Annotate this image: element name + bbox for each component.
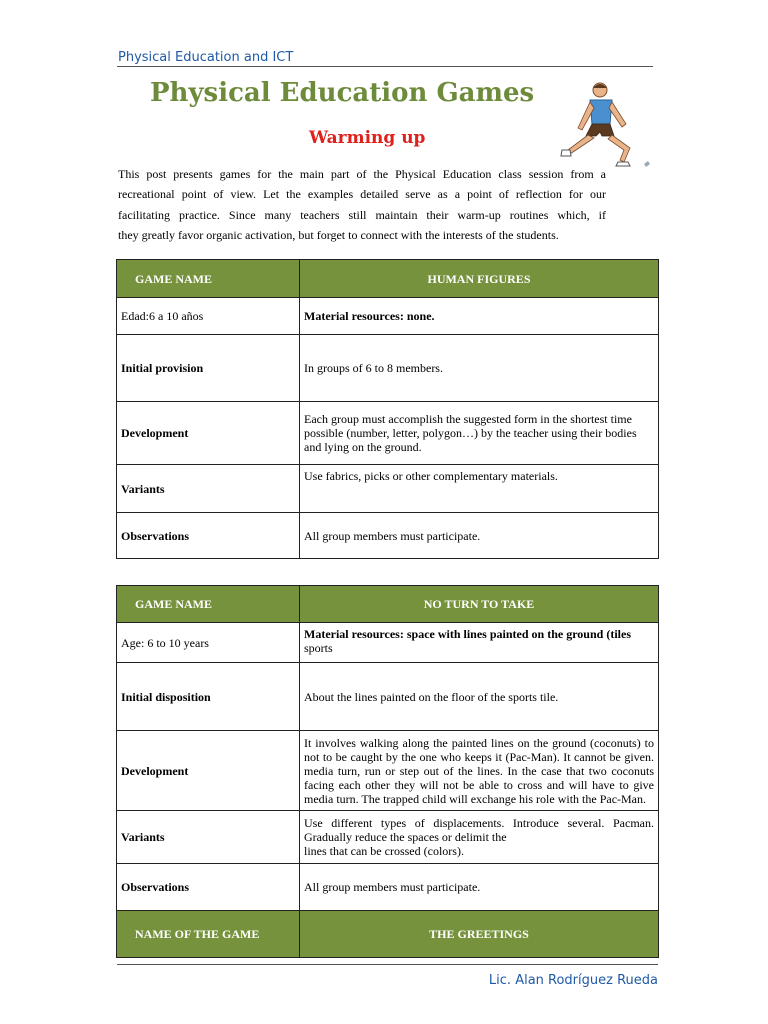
row-value-line: Material resources: space with lines painted on the ground (tiles bbox=[304, 627, 631, 641]
row-label: Observations bbox=[117, 864, 300, 911]
row-value-line: lines that can be crossed (colors). bbox=[304, 844, 464, 858]
table-header-right: NO TURN TO TAKE bbox=[300, 586, 659, 623]
row-value bbox=[300, 811, 659, 864]
row-label: Initial provision bbox=[117, 335, 300, 402]
row-label: Observations bbox=[117, 513, 300, 559]
intro-line: facilitating practice. Since many teachers still maintain their warm-up routines which, if bbox=[118, 208, 606, 222]
intro-line: they greatly favor organic activation, but forget to connect with the interests of the students. bbox=[118, 228, 559, 242]
footer-divider bbox=[117, 964, 658, 965]
game-table-human-figures bbox=[116, 259, 659, 559]
row-label: Variants bbox=[117, 465, 300, 513]
stretching-person-illustration bbox=[556, 78, 656, 178]
table-header-left: GAME NAME bbox=[117, 260, 300, 298]
row-label: Development bbox=[117, 402, 300, 465]
row-value-line: sports bbox=[304, 641, 333, 655]
row-value: Each group must accomplish the suggested form in the shortest time possible (number, letter, polygon…) by the teacher using their bodies and lying on the ground. bbox=[300, 402, 659, 465]
intro-line: recreational point of view. Let the examples detailed serve as a point of reflection for our bbox=[118, 187, 606, 201]
game-table-no-turn-to-take bbox=[116, 585, 659, 958]
row-value: About the lines painted on the floor of the sports tile. bbox=[300, 663, 659, 731]
row-value bbox=[300, 623, 659, 663]
row-value: It involves walking along the painted lines on the ground (coconuts) to not to be caught by the one who keeps it (Pac-Man). It cannot be given. media turn, run or step out of the lines. In the case that two coconuts facing each other they will not be able to cross and will have to give media turn. The trapped child will exchange his role with the Pac-Man. bbox=[300, 731, 659, 811]
row-value: Use fabrics, picks or other complementary materials. bbox=[300, 465, 659, 513]
row-value: All group members must participate. bbox=[300, 513, 659, 559]
table-header-right: HUMAN FIGURES bbox=[300, 260, 659, 298]
row-value-line: Use different types of displacements. Introduce several. Pacman. Gradually reduce the spaces or delimit the bbox=[304, 816, 654, 844]
row-value: In groups of 6 to 8 members. bbox=[300, 335, 659, 402]
row-label: Initial disposition bbox=[117, 663, 300, 731]
table-header-left: GAME NAME bbox=[117, 586, 300, 623]
row-label: Age: 6 to 10 years bbox=[117, 623, 300, 663]
row-label: Development bbox=[117, 731, 300, 811]
page-header: Physical Education and ICT bbox=[118, 50, 294, 65]
page-title: Physical Education Games bbox=[150, 78, 535, 108]
table-header-left: NAME OF THE GAME bbox=[117, 911, 300, 958]
row-label: Edad:6 a 10 años bbox=[117, 298, 300, 335]
row-value: All group members must participate. bbox=[300, 864, 659, 911]
intro-line: This post presents games for the main part of the Physical Education class session from a bbox=[118, 167, 606, 181]
row-value: Material resources: none. bbox=[300, 298, 659, 335]
table-header-right: THE GREETINGS bbox=[300, 911, 659, 958]
header-divider bbox=[117, 66, 653, 67]
page-footer: Lic. Alan Rodríguez Rueda bbox=[488, 973, 658, 988]
page-subtitle: Warming up bbox=[309, 128, 426, 148]
row-label: Variants bbox=[117, 811, 300, 864]
